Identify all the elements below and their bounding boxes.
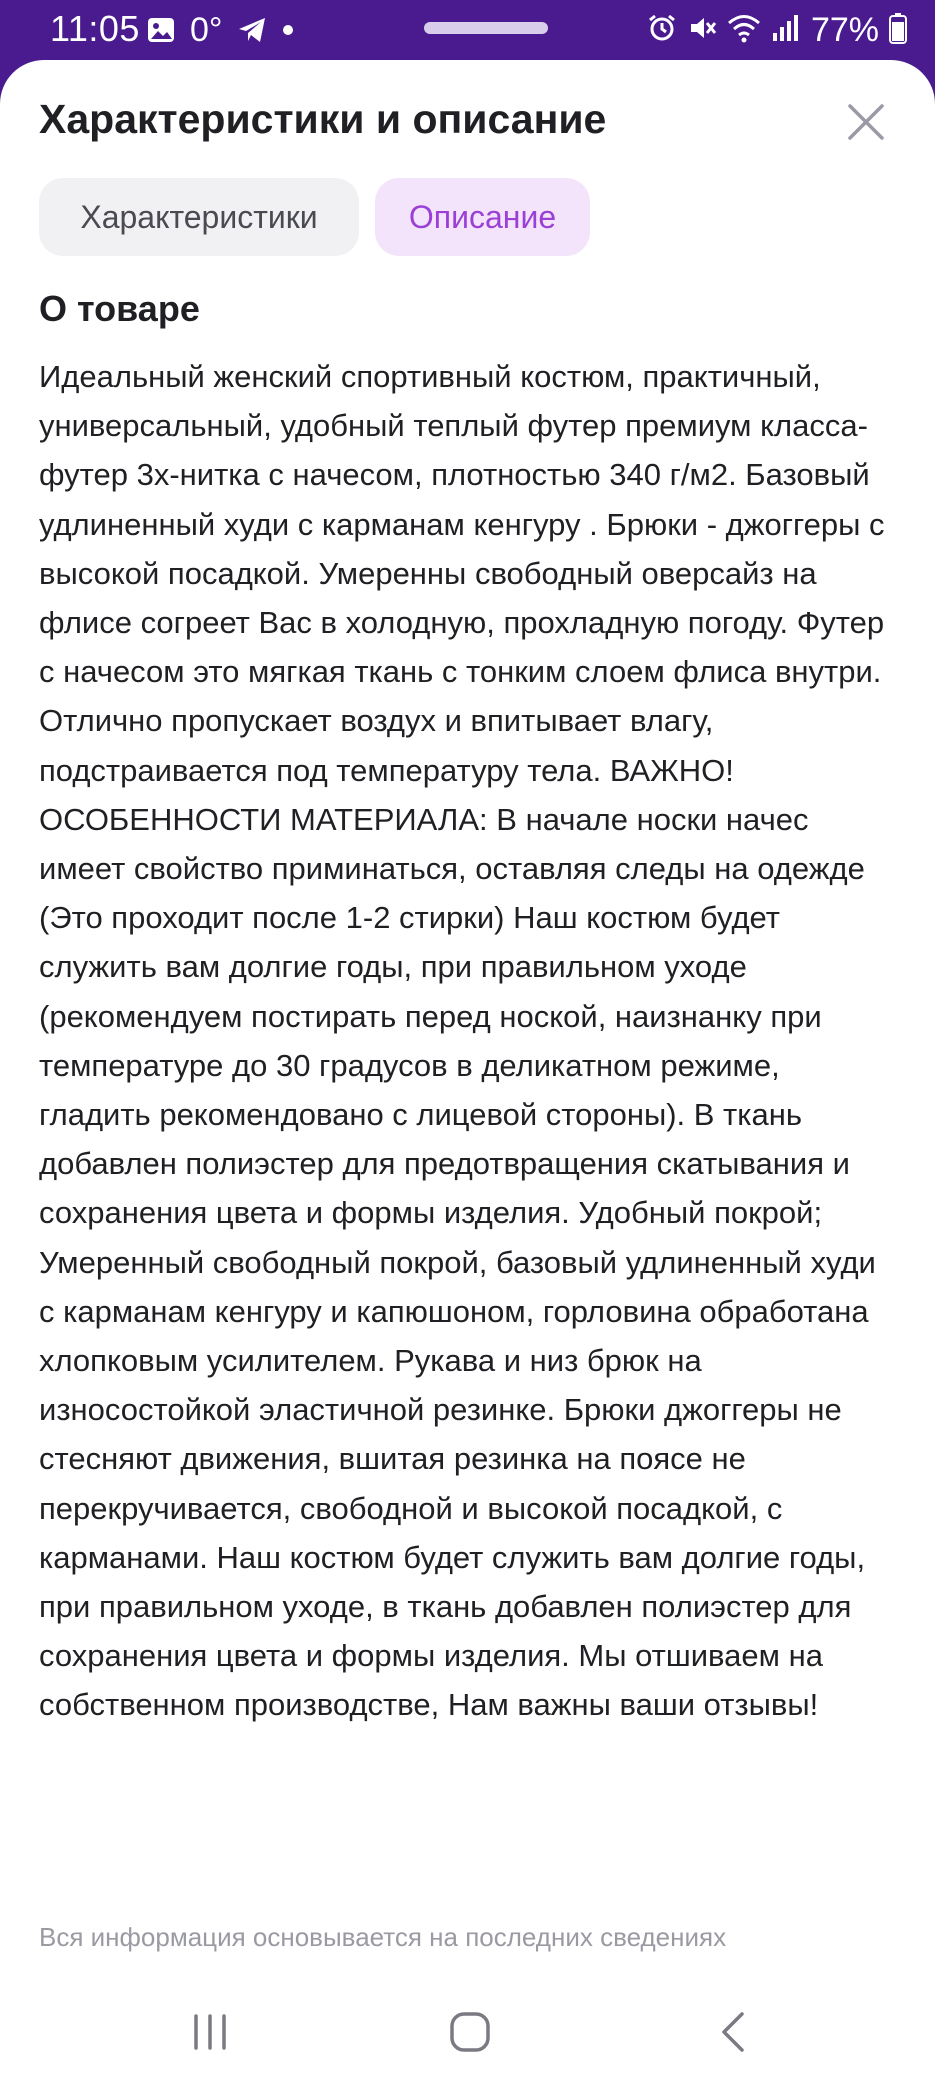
status-right-icons xyxy=(647,10,907,50)
mute-icon xyxy=(687,13,717,48)
home-button[interactable] xyxy=(440,2002,500,2062)
home-icon xyxy=(448,2010,492,2054)
product-description: Идеальный женский спортивный костюм, практичный, универсальный, удобный теплый футер премиум класса-футер 3х-нитка с начесом, плотностью 340 г/м2. Базовый удлиненный худи с карманам кенгуру . Брюки - джоггеры с высокой посадкой. Умеренны свободный оверсайз на флисе согреет Вас в холодную, прохладную погоду. Футер с начесом это мягкая ткань с тонким слоем флиса внутри. Отлично пропускает воздух и впитывает влагу, подстраивается под температуру тела. ВАЖНО! ОСОБЕННОСТИ МАТЕРИАЛА: В начале носки начес имеет свойство приминаться, оставляя следы на одежде (Это проходит после 1-2 стирки) Наш костюм будет служить вам долгие годы, при правильном уходе (рекомендуем постирать перед ноской, наизнанку при температуре до 30 градусов в деликатном режиме, гладить рекомендовано с лицевой стороны). В ткань добавлен полиэстер для предотвращения скатывания и сохранения цвета и формы изделия. Удобный покрой; Умеренный свободный покрой, базовый удлиненный худи с карманам кенгуру и капюшоном, горловина обработана хлопковым усилителем. Рукава и низ брюк на износостойкой эластичной резинке. Брюки джоггеры не стесняют движения, вшитая резинка на поясе не перекручивается, свободной и высокой посадкой, с карманами. Наш костюм будет служить вам долгие годы, при правильном уходе, в ткань добавлен полиэстер для сохранения цвета и формы изделия. Мы отшиваем на собственном производстве, Нам важны ваши отзывы! xyxy=(39,359,885,1723)
status-temperature: 0° xyxy=(190,11,223,49)
tab-bar xyxy=(39,178,590,256)
telegram-icon xyxy=(237,16,267,44)
signal-icon xyxy=(771,13,801,48)
status-time: 11:05 xyxy=(50,8,140,49)
status-battery-percent: 77% xyxy=(810,11,879,49)
alarm-icon xyxy=(647,13,677,48)
recent-apps-icon xyxy=(190,2012,230,2052)
back-icon xyxy=(716,2010,752,2054)
tab-characteristics[interactable]: Характеристики xyxy=(39,178,359,256)
recent-apps-button[interactable] xyxy=(180,2002,240,2062)
status-left-icons xyxy=(146,10,295,50)
bottom-sheet xyxy=(0,60,935,2084)
navigation-bar xyxy=(0,1980,935,2084)
image-icon xyxy=(146,15,176,45)
tab-description[interactable]: Описание xyxy=(375,178,590,256)
back-button[interactable] xyxy=(704,2002,764,2062)
disclaimer-text: Вся информация основывается на последних сведениях xyxy=(39,1922,727,1952)
status-pill xyxy=(424,22,548,34)
section-heading: О товаре xyxy=(39,288,200,329)
close-icon xyxy=(847,103,885,141)
wifi-icon xyxy=(727,13,761,48)
status-bar xyxy=(0,0,935,60)
sheet-title: Характеристики и описание xyxy=(39,96,607,142)
close-button[interactable] xyxy=(842,98,890,146)
battery-icon xyxy=(889,12,907,49)
dot-icon xyxy=(281,23,295,37)
